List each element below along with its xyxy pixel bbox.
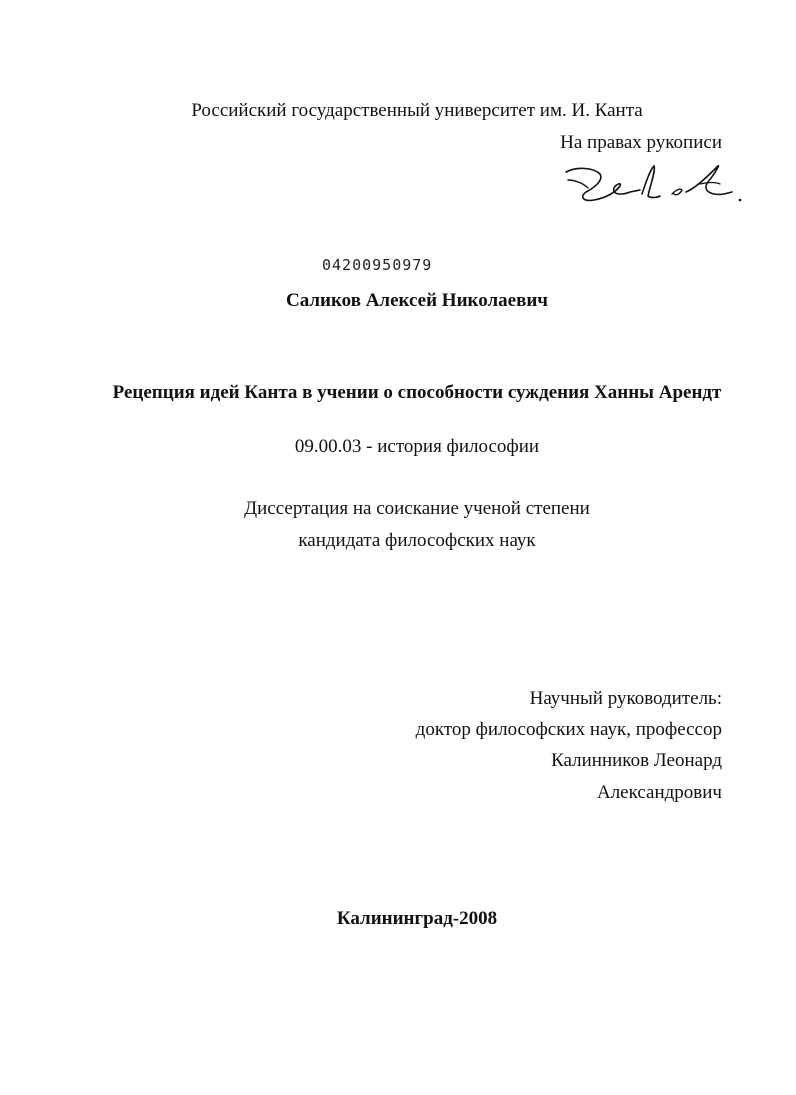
university-name: Российский государственный университет им. И. Канта	[191, 100, 643, 121]
supervisor-name-line-2: Александрович	[596, 782, 722, 803]
handwritten-signature	[560, 158, 750, 210]
supervisor-degree: доктор философских наук, профессор	[415, 719, 722, 740]
manuscript-note: На правах рукописи	[560, 132, 722, 153]
thesis-title: Рецепция идей Канта в учении о способности суждения Ханны Арендт	[112, 382, 722, 403]
degree-line-1: Диссертация на соискание ученой степени	[244, 498, 590, 519]
city-year: Калининград-2008	[336, 908, 498, 929]
archive-stamp-number: 04200950979	[322, 256, 433, 274]
author-name: Саликов Алексей Николаевич	[285, 290, 548, 311]
supervisor-name-line-1: Калинников Леонард	[551, 750, 722, 771]
supervisor-label: Научный руководитель:	[529, 688, 722, 709]
degree-line-2: кандидата философских наук	[298, 530, 536, 551]
thesis-specialty: 09.00.03 - история философии	[294, 436, 540, 457]
